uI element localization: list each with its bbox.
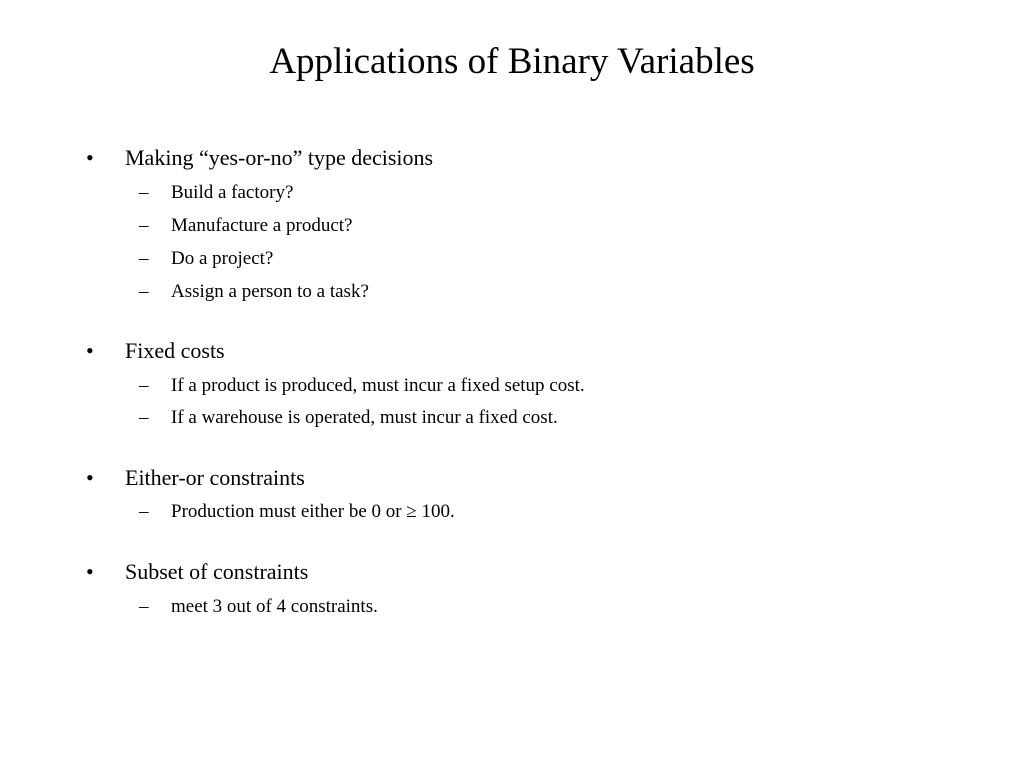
bullet-item-subset [0, 557, 1000, 617]
sub-item-text: Do a project? [171, 248, 274, 269]
sub-item [0, 180, 1000, 206]
dash-icon: – [139, 501, 149, 522]
bullet-icon: • [86, 559, 94, 584]
sub-item-text: Manufacture a product? [171, 215, 353, 236]
bullet-text: Subset of constraints [125, 559, 309, 584]
sub-item [0, 594, 1000, 620]
bullet-icon: • [86, 465, 94, 490]
sub-item-text: If a warehouse is operated, must incur a fixed cost. [171, 407, 558, 428]
sub-item-text: Assign a person to a task? [171, 281, 369, 302]
sub-item-text: meet 3 out of 4 constraints. [171, 596, 378, 617]
dash-icon: – [139, 215, 149, 236]
slide-title: Applications of Binary Variables [269, 41, 755, 82]
bullet-text: Making “yes-or-no” type decisions [125, 145, 434, 170]
sub-item [0, 499, 1000, 525]
sub-item [0, 213, 1000, 239]
bullet-text: Either-or constraints [125, 465, 305, 490]
bullet-line [0, 143, 1000, 173]
bullet-line [0, 463, 1000, 493]
dash-icon: – [139, 248, 149, 269]
bullet-text: Fixed costs [125, 338, 225, 363]
sub-item [0, 405, 1000, 431]
bullet-icon: • [86, 145, 94, 170]
sub-item-text: Build a factory? [171, 182, 294, 203]
dash-icon: – [139, 182, 149, 203]
sub-item [0, 279, 1000, 305]
bullet-item-fixed-costs [0, 336, 1000, 428]
sub-item [0, 373, 1000, 399]
dash-icon: – [139, 281, 149, 302]
dash-icon: – [139, 375, 149, 396]
dash-icon: – [139, 407, 149, 428]
bullet-line [0, 336, 1000, 366]
bullet-line [0, 557, 1000, 587]
sub-item [0, 246, 1000, 272]
sub-item-text: Production must either be 0 or ≥ 100. [171, 501, 455, 522]
bullet-icon: • [86, 338, 94, 363]
sub-item-text: If a product is produced, must incur a fixed setup cost. [171, 375, 585, 396]
bullet-item-either-or [0, 463, 1000, 522]
bullet-item-decisions [0, 143, 1000, 302]
dash-icon: – [139, 596, 149, 617]
